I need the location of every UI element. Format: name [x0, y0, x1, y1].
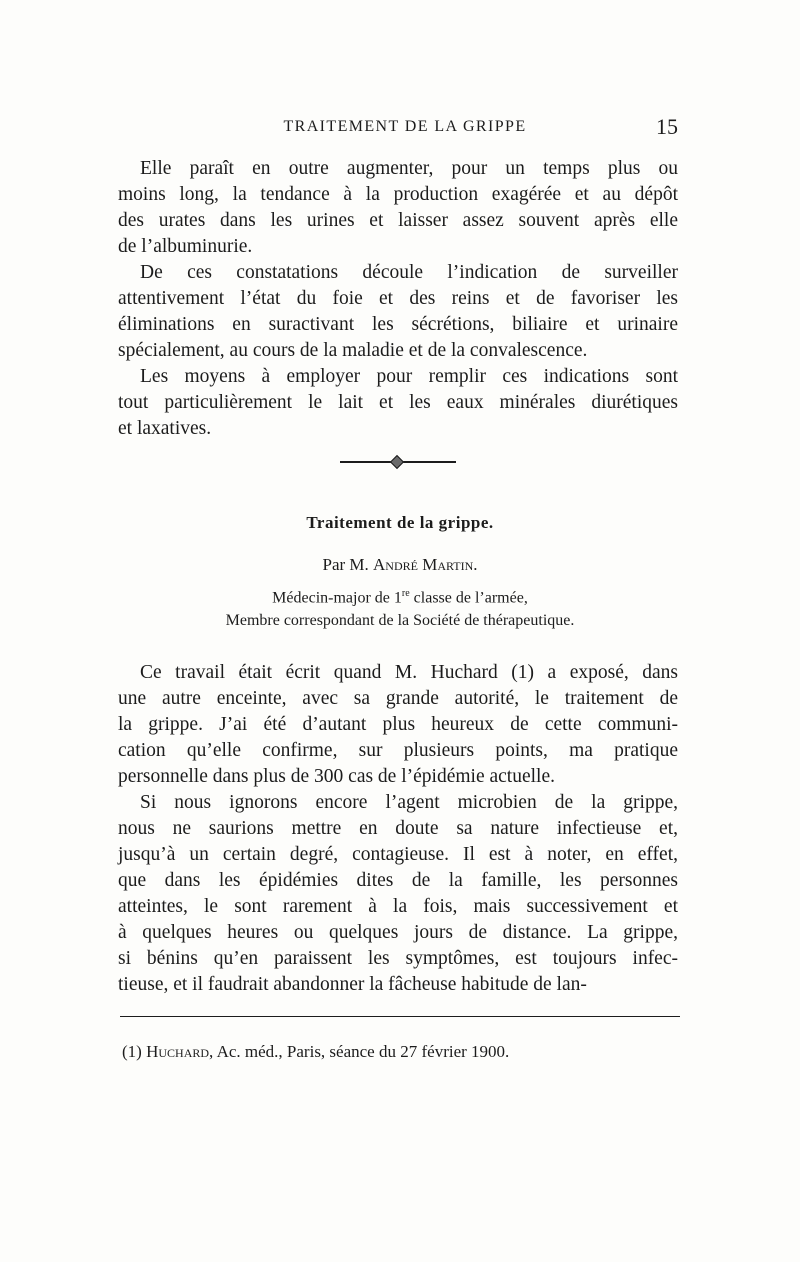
- author-affiliation-rank: Médecin-major de 1re classe de l’armée,: [272, 588, 528, 607]
- paragraph: [118, 660, 678, 790]
- paragraph: [118, 156, 678, 260]
- text-line: Elle paraît en outre augmenter, pour un temps plus ou: [140, 158, 678, 179]
- text-line: et laxatives.: [118, 418, 212, 439]
- paragraph: [118, 260, 678, 364]
- text-line: des urates dans les urines et laisser assez souvent après elle: [118, 210, 678, 231]
- paragraph: [118, 790, 678, 998]
- article-title: Traitement de la grippe.: [306, 513, 494, 532]
- paragraph: [118, 364, 678, 442]
- page-number: 15: [656, 114, 678, 139]
- text-line: la grippe. J’ai été d’autant plus heureux de cette communi-: [118, 714, 678, 735]
- text-line: De ces constatations découle l’indication de surveiller: [140, 262, 678, 283]
- text-line: une autre enceinte, avec sa grande autorité, le traitement de: [118, 688, 678, 709]
- text-line: à quelques heures ou quelques jours de distance. La grippe,: [118, 922, 678, 943]
- text-line: Les moyens à employer pour remplir ces indications sont: [140, 366, 678, 387]
- footnote-text: , Ac. méd., Paris, séance du 27 février 1900.: [209, 1042, 510, 1061]
- section-separator-ornament: [340, 459, 456, 465]
- text-line: tieuse, et il faudrait abandonner la fâcheuse habitude de lan-: [118, 974, 587, 995]
- diamond-ornament-icon: [390, 455, 404, 469]
- text-line: jusqu’à un certain degré, contagieuse. Il est à noter, en effet,: [118, 844, 678, 865]
- section-article-body: [118, 660, 678, 998]
- text-line: attentivement l’état du foie et des reins et de favoriser les: [118, 288, 678, 309]
- footnote-rule: [120, 1016, 680, 1017]
- page-header: [120, 114, 680, 144]
- text-line: spécialement, au cours de la maladie et de la convalescence.: [118, 340, 588, 361]
- footnote: [122, 1042, 682, 1062]
- text-line: cation qu’elle confirme, sur plusieurs points, ma pratique: [118, 740, 678, 761]
- text-line: éliminations en suractivant les sécrétions, biliaire et urinaire: [118, 314, 678, 335]
- text-line: Ce travail était écrit quand M. Huchard (1) a exposé, dans: [140, 662, 678, 683]
- section-previous-article: [118, 156, 678, 442]
- text-line: personnelle dans plus de 300 cas de l’épidémie actuelle.: [118, 766, 555, 787]
- byline-prefix: Par M.: [322, 555, 374, 574]
- author-name: André Martin.: [373, 555, 478, 574]
- text-line: nous ne saurions mettre en doute sa nature infectieuse et,: [118, 818, 678, 839]
- running-title: TRAITEMENT DE LA GRIPPE: [283, 118, 527, 135]
- text-line: moins long, la tendance à la production exagérée et au dépôt: [118, 184, 678, 205]
- text-line: atteintes, le sont rarement à la fois, mais successivement et: [118, 896, 678, 917]
- text-line: que dans les épidémies dites de la famille, les personnes: [118, 870, 678, 891]
- author-affiliation-society: Membre correspondant de la Société de thérapeutique.: [225, 612, 575, 629]
- text-line: tout particulièrement le lait et les eaux minérales diurétiques: [118, 392, 678, 413]
- text-line: de l’albuminurie.: [118, 236, 253, 257]
- footnote-marker: (1): [122, 1042, 147, 1061]
- footnote-author: Huchard: [146, 1042, 210, 1061]
- byline: [120, 555, 680, 575]
- text-line: si bénins qu’en paraissent les symptômes, est toujours infec-: [118, 948, 678, 969]
- text-line: Si nous ignorons encore l’agent microbien de la grippe,: [140, 792, 678, 813]
